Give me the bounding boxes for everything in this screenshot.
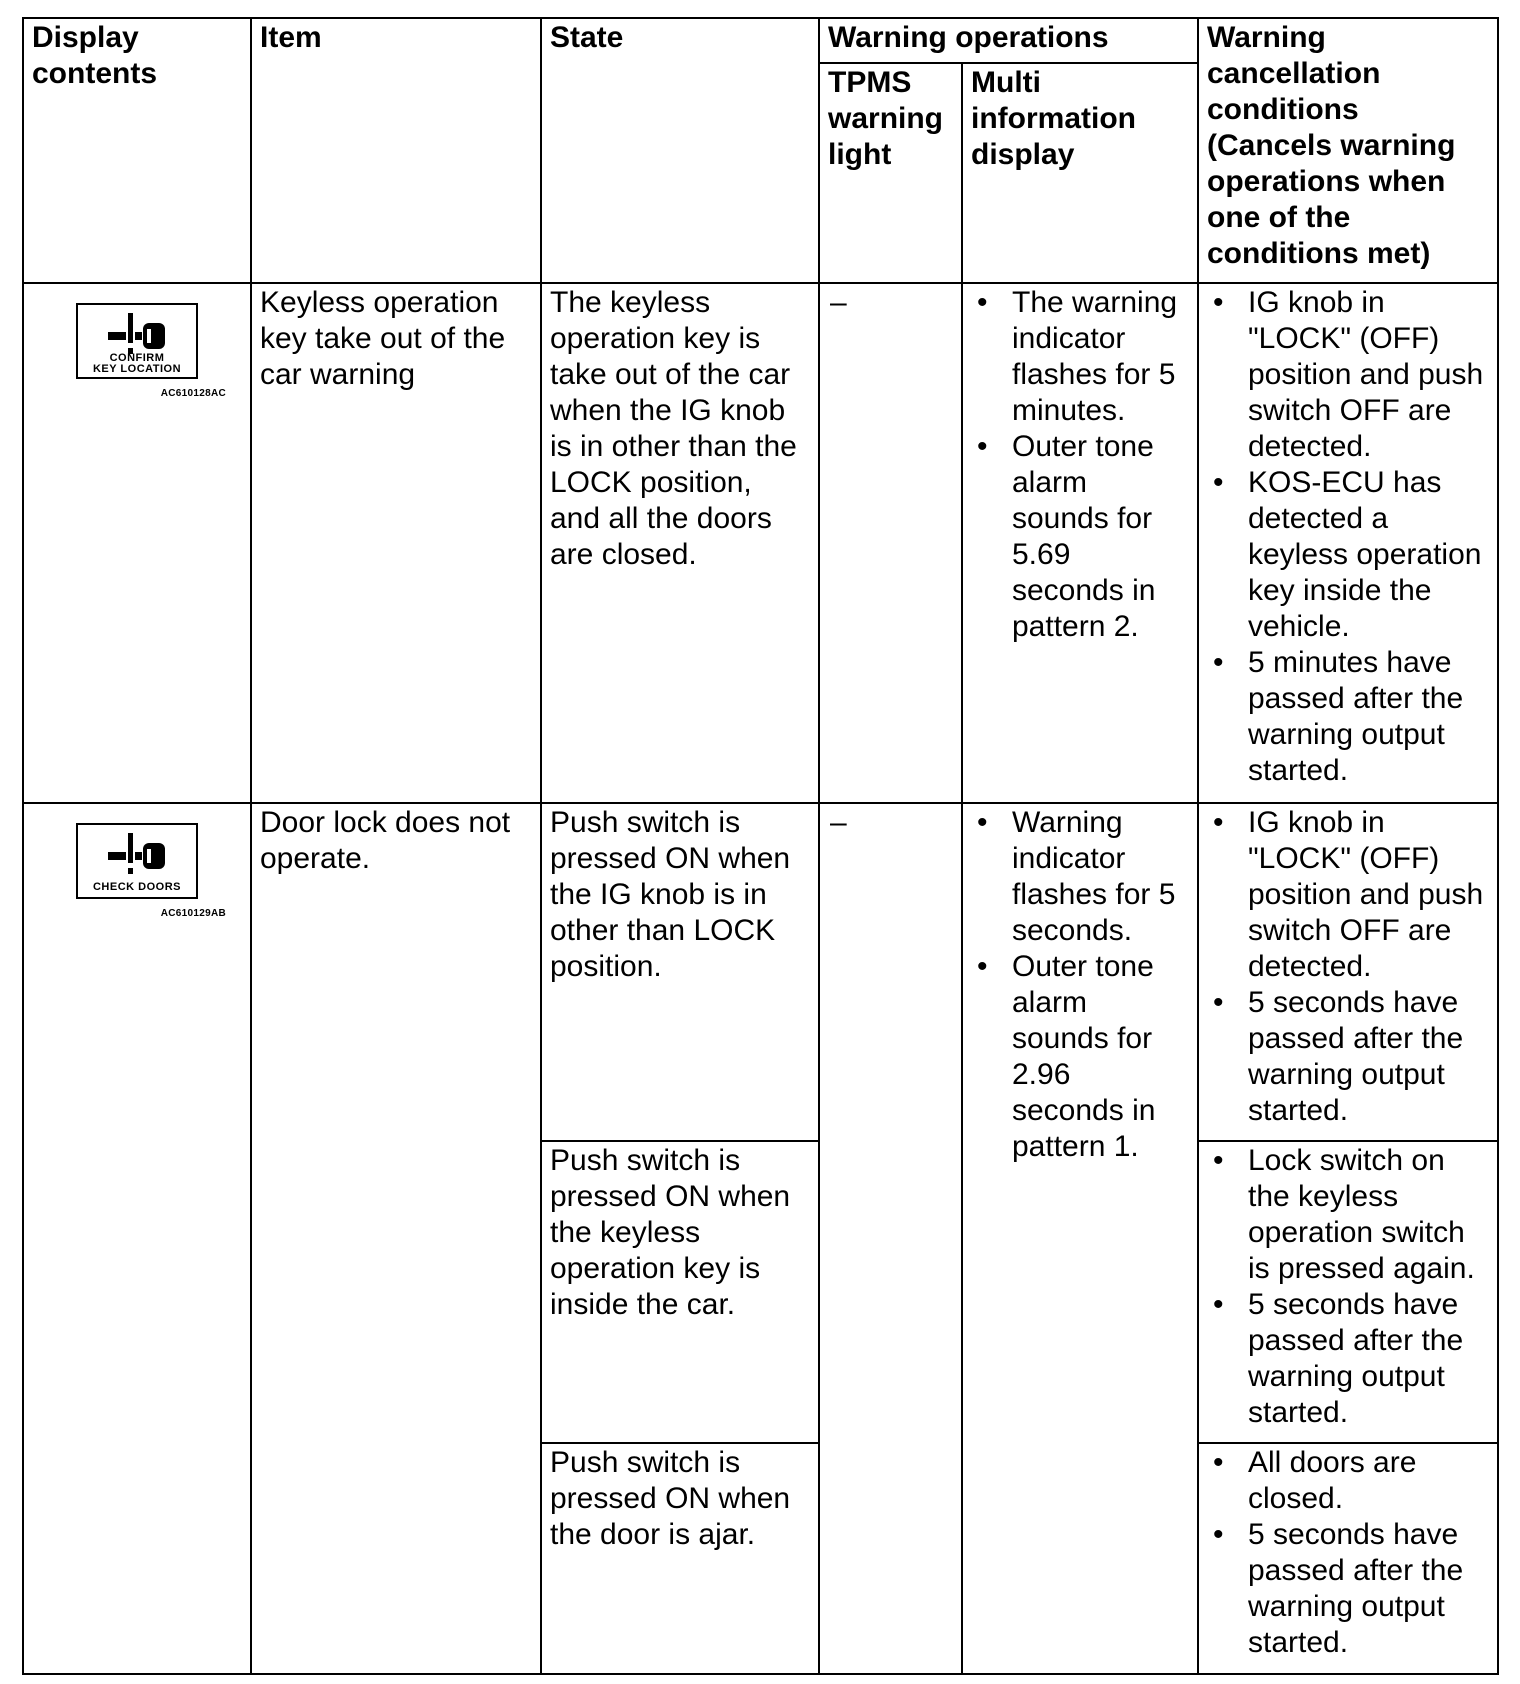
table-row (23, 803, 1498, 1141)
display-contents-cell (23, 283, 251, 803)
state-cell: Push switch is pressed ON when the door is ajar. (541, 1443, 819, 1674)
table-row (23, 283, 1498, 803)
tpms-cell: – (819, 283, 962, 803)
state-cell: Push switch is pressed ON when the IG knob is in other than LOCK position. (541, 803, 819, 1141)
list-item: • Warning indicator flashes for 5 seconds. (971, 805, 1189, 949)
list-item: • 5 minutes have passed after the warning output started. (1207, 645, 1489, 789)
header-tpms-warning-light: TPMS warning light (819, 63, 962, 283)
warning-display-image (76, 823, 226, 928)
list-item: • KOS-ECU has detected a keyless operation key inside the vehicle. (1207, 465, 1489, 645)
check-doors-display (76, 823, 198, 899)
display-contents-cell (23, 803, 251, 1674)
header-state: State (541, 18, 819, 283)
header-multi-information-display: Multi information display (962, 63, 1198, 283)
list-item: • IG knob in "LOCK" (OFF) position and push switch OFF are detected. (1207, 805, 1489, 985)
key-warning-icon (106, 831, 170, 879)
list-item: • Outer tone alarm sounds for 5.69 seconds in pattern 2. (971, 429, 1189, 645)
list-item: • 5 seconds have passed after the warning output started. (1207, 985, 1489, 1129)
list-item: • All doors are closed. (1207, 1445, 1489, 1517)
header-warning-cancellation: Warning cancellation conditions (Cancels warning operations when one of the conditions met) (1198, 18, 1498, 283)
item-cell: Door lock does not operate. (251, 803, 541, 1674)
state-cell: Push switch is pressed ON when the keyless operation key is inside the car. (541, 1141, 819, 1443)
icon-label: CHECK DOORS (92, 881, 181, 893)
figure-code: AC610129AB (160, 908, 226, 919)
figure-code: AC610128AC (160, 388, 226, 399)
header-item: Item (251, 18, 541, 283)
list-item: • Lock switch on the keyless operation switch is pressed again. (1207, 1143, 1489, 1287)
warning-table (22, 17, 1499, 1675)
header-warning-operations: Warning operations (819, 18, 1198, 63)
list-item: • The warning indicator flashes for 5 minutes. (971, 285, 1189, 429)
item-cell: Keyless operation key take out of the car warning (251, 283, 541, 803)
confirm-key-location-display (76, 303, 198, 379)
cancel-cell (1198, 283, 1498, 803)
cancel-cell (1198, 1141, 1498, 1443)
tpms-cell: – (819, 803, 962, 1674)
multi-display-cell (962, 803, 1198, 1674)
icon-label: CONFIRM KEY LOCATION (92, 352, 182, 375)
list-item: • IG knob in "LOCK" (OFF) position and push switch OFF are detected. (1207, 285, 1489, 465)
cancel-cell (1198, 803, 1498, 1141)
header-display-contents: Display contents (23, 18, 251, 283)
list-item: • 5 seconds have passed after the warning output started. (1207, 1287, 1489, 1431)
list-item: • 5 seconds have passed after the warning output started. (1207, 1517, 1489, 1661)
multi-display-cell (962, 283, 1198, 803)
warning-display-image (76, 303, 226, 408)
list-item: • Outer tone alarm sounds for 2.96 seconds in pattern 1. (971, 949, 1189, 1165)
state-cell: The keyless operation key is take out of the car when the IG knob is in other than the LOCK position, and all the doors are closed. (541, 283, 819, 803)
cancel-cell (1198, 1443, 1498, 1674)
